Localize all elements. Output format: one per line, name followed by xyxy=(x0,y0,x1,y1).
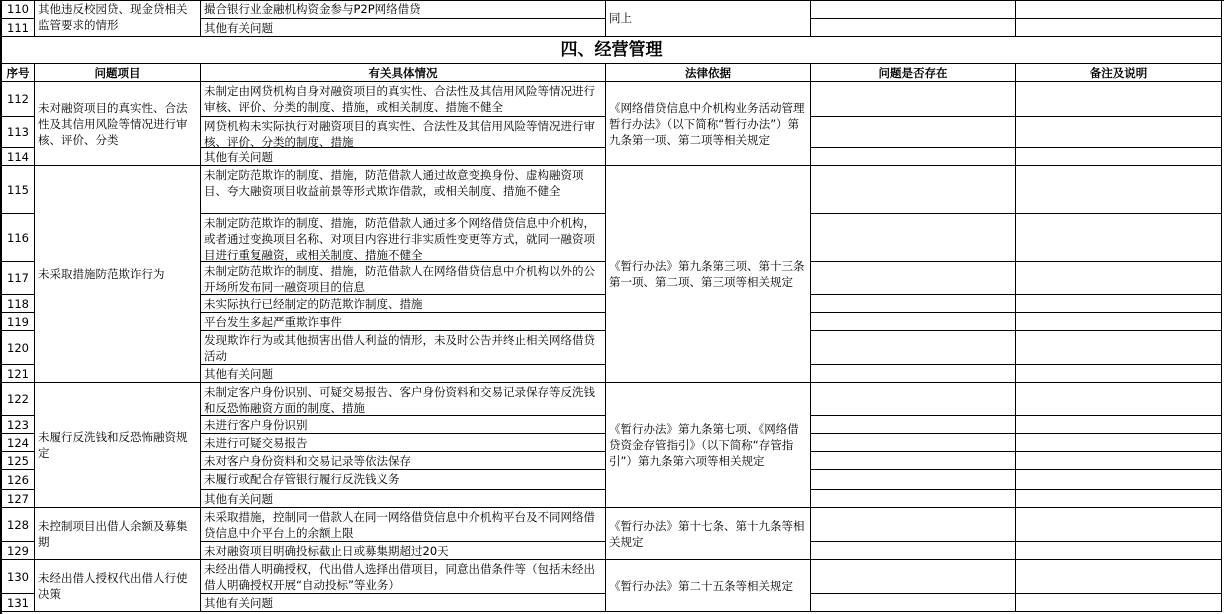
detail-cell[interactable]: 未制定防范欺诈的制度、措施，防范借款人通过故意变换身份、虚构融资项目、夸大融资项目收益前景等形式欺诈借款，或相关制度、措施不健全 xyxy=(201,166,606,214)
row-number: 114 xyxy=(2,148,35,166)
remarks-cell[interactable] xyxy=(1016,19,1222,37)
remarks-cell[interactable] xyxy=(1016,470,1222,490)
detail-cell[interactable]: 发现欺诈行为或其他损害出借人利益的情形，未及时公告并终止相关网络借贷活动 xyxy=(201,331,606,365)
issue-exists-cell[interactable] xyxy=(811,365,1016,383)
detail-cell[interactable]: 未制定由网贷机构自身对融资项目的真实性、合法性及其信用风险等情况进行审核、评价、分类的制度、措施，或相关制度、措施不健全 xyxy=(201,82,606,117)
remarks-cell[interactable] xyxy=(1016,452,1222,470)
row-number: 126 xyxy=(2,470,35,490)
legal-basis-cell[interactable]: 《暂行办法》第二十五条等相关规定 xyxy=(606,560,811,612)
detail-cell[interactable]: 未进行可疑交易报告 xyxy=(201,434,606,452)
row-number: 120 xyxy=(2,331,35,365)
row-number: 118 xyxy=(2,295,35,313)
issue-exists-cell[interactable] xyxy=(811,470,1016,490)
issue-exists-cell[interactable] xyxy=(811,313,1016,331)
header-remarks: 备注及说明 xyxy=(1016,64,1222,82)
detail-cell[interactable]: 未制定防范欺诈的制度、措施，防范借款人通过多个网络借贷信息中介机构，或者通过变换项目名称、对项目内容进行非实质性变更等方式，就同一融资项目进行重复融资，或相关制度、措施不健全 xyxy=(201,214,606,262)
header-issue-item: 问题项目 xyxy=(35,64,201,82)
detail-cell[interactable]: 平台发生多起严重欺诈事件 xyxy=(201,313,606,331)
header-details: 有关具体情况 xyxy=(201,64,606,82)
remarks-cell[interactable] xyxy=(1016,166,1222,214)
detail-cell[interactable]: 未对融资项目明确投标截止日或募集期超过20天 xyxy=(201,542,606,560)
issue-exists-cell[interactable] xyxy=(811,262,1016,295)
row-number: 122 xyxy=(2,383,35,416)
issue-exists-cell[interactable] xyxy=(811,82,1016,117)
detail-cell[interactable]: 未制定客户身份识别、可疑交易报告、客户身份资料和交易记录保存等反洗钱和反恐怖融资方面的制度、措施 xyxy=(201,383,606,416)
detail-cell[interactable]: 未实际执行已经制定的防范欺诈制度、措施 xyxy=(201,295,606,313)
detail-cell[interactable]: 未对客户身份资料和交易记录等依法保存 xyxy=(201,452,606,470)
issue-exists-cell[interactable] xyxy=(811,594,1016,612)
row-number: 110 xyxy=(2,0,35,19)
remarks-cell[interactable] xyxy=(1016,508,1222,542)
row-number: 115 xyxy=(2,166,35,214)
detail-cell[interactable]: 未采取措施，控制同一借款人在同一网络借贷信息中介机构平台及不同网络借贷信息中介平台上的余额上限 xyxy=(201,508,606,542)
issue-exists-cell[interactable] xyxy=(811,542,1016,560)
remarks-cell[interactable] xyxy=(1016,594,1222,612)
issue-exists-cell[interactable] xyxy=(811,452,1016,470)
issue-exists-cell[interactable] xyxy=(811,331,1016,365)
issue-item-cell[interactable]: 未对融资项目的真实性、合法性及其信用风险等情况进行审核、评价、分类 xyxy=(35,82,201,166)
row-number: 119 xyxy=(2,313,35,331)
issue-exists-cell[interactable] xyxy=(811,416,1016,434)
detail-cell[interactable]: 其他有关问题 xyxy=(201,148,606,166)
legal-basis-cell[interactable]: 《暂行办法》第九条第三项、第十三条第一项、第二项、第三项等相关规定 xyxy=(606,166,811,383)
detail-cell[interactable]: 网贷机构未实际执行对融资项目的真实性、合法性及其信用风险等情况进行审核、评价、分类的制度、措施 xyxy=(201,117,606,148)
issue-item-cell[interactable]: 未采取措施防范欺诈行为 xyxy=(35,166,201,383)
legal-basis-cell[interactable]: 《暂行办法》第十七条、第十九条等相关规定 xyxy=(606,508,811,560)
remarks-cell[interactable] xyxy=(1016,365,1222,383)
row-number: 116 xyxy=(2,214,35,262)
row-number: 130 xyxy=(2,560,35,594)
remarks-cell[interactable] xyxy=(1016,117,1222,148)
row-number: 128 xyxy=(2,508,35,542)
remarks-cell[interactable] xyxy=(1016,313,1222,331)
remarks-cell[interactable] xyxy=(1016,434,1222,452)
detail-cell[interactable]: 其他有关问题 xyxy=(201,365,606,383)
row-number: 127 xyxy=(2,490,35,508)
issue-exists-cell[interactable] xyxy=(811,148,1016,166)
issue-exists-cell[interactable] xyxy=(811,117,1016,148)
issue-item-cell[interactable]: 未控制项目出借人余额及募集期 xyxy=(35,508,201,560)
header-legal-basis: 法律依据 xyxy=(606,64,811,82)
row-number: 129 xyxy=(2,542,35,560)
issue-exists-cell[interactable] xyxy=(811,383,1016,416)
row-number: 123 xyxy=(2,416,35,434)
detail-cell[interactable]: 其他有关问题 xyxy=(201,490,606,508)
detail-cell[interactable]: 未经出借人明确授权，代出借人选择出借项目，同意出借条件等（包括未经出借人明确授权开展“自动投标”等业务） xyxy=(201,560,606,594)
row-number: 117 xyxy=(2,262,35,295)
detail-cell[interactable]: 未制定防范欺诈的制度、措施，防范借款人在网络借贷信息中介机构以外的公开场所发布同一融资项目的信息 xyxy=(201,262,606,295)
header-seq: 序号 xyxy=(2,64,35,82)
legal-basis-cell[interactable]: 《网络借贷信息中介机构业务活动管理暂行办法》（以下简称“暂行办法”）第九条第一项、第二项等相关规定 xyxy=(606,82,811,166)
detail-cell[interactable]: 未履行或配合存管银行履行反洗钱义务 xyxy=(201,470,606,490)
issue-exists-cell[interactable] xyxy=(811,560,1016,594)
remarks-cell[interactable] xyxy=(1016,383,1222,416)
detail-cell[interactable]: 其他有关问题 xyxy=(201,19,606,37)
row-number: 112 xyxy=(2,82,35,117)
remarks-cell[interactable] xyxy=(1016,295,1222,313)
issue-exists-cell[interactable] xyxy=(811,490,1016,508)
detail-cell[interactable]: 其他有关问题 xyxy=(201,594,606,612)
issue-exists-cell[interactable] xyxy=(811,214,1016,262)
remarks-cell[interactable] xyxy=(1016,82,1222,117)
issue-exists-cell[interactable] xyxy=(811,434,1016,452)
remarks-cell[interactable] xyxy=(1016,214,1222,262)
remarks-cell[interactable] xyxy=(1016,542,1222,560)
row-number: 113 xyxy=(2,117,35,148)
header-issue-exists: 问题是否存在 xyxy=(811,64,1016,82)
detail-cell[interactable]: 未进行客户身份识别 xyxy=(201,416,606,434)
remarks-cell[interactable] xyxy=(1016,416,1222,434)
row-number: 124 xyxy=(2,434,35,452)
issue-exists-cell[interactable] xyxy=(811,166,1016,214)
row-number: 131 xyxy=(2,594,35,612)
legal-basis-cell[interactable]: 《暂行办法》第九条第七项、《网络借贷资金存管指引》（以下简称“存管指引”）第九条第六项等相关规定 xyxy=(606,383,811,508)
row-number: 125 xyxy=(2,452,35,470)
remarks-cell[interactable] xyxy=(1016,490,1222,508)
issue-exists-cell[interactable] xyxy=(811,0,1016,19)
remarks-cell[interactable] xyxy=(1016,560,1222,594)
remarks-cell[interactable] xyxy=(1016,0,1222,19)
issue-item-cell[interactable]: 未履行反洗钱和反恐怖融资规定 xyxy=(35,383,201,508)
section-title: 四、经营管理 xyxy=(2,37,1222,64)
legal-basis-cell[interactable]: 同上 xyxy=(606,0,811,37)
row-number: 111 xyxy=(2,19,35,37)
issue-exists-cell[interactable] xyxy=(811,19,1016,37)
issue-item-cell[interactable]: 未经出借人授权代出借人行使决策 xyxy=(35,560,201,612)
detail-cell[interactable]: 撮合银行业金融机构资金参与P2P网络借贷 xyxy=(201,0,606,19)
remarks-cell[interactable] xyxy=(1016,148,1222,166)
remarks-cell[interactable] xyxy=(1016,331,1222,365)
issue-item-cell[interactable]: 其他违反校园贷、现金贷相关监管要求的情形 xyxy=(35,0,201,37)
issue-exists-cell[interactable] xyxy=(811,295,1016,313)
issue-exists-cell[interactable] xyxy=(811,508,1016,542)
remarks-cell[interactable] xyxy=(1016,262,1222,295)
row-number: 121 xyxy=(2,365,35,383)
